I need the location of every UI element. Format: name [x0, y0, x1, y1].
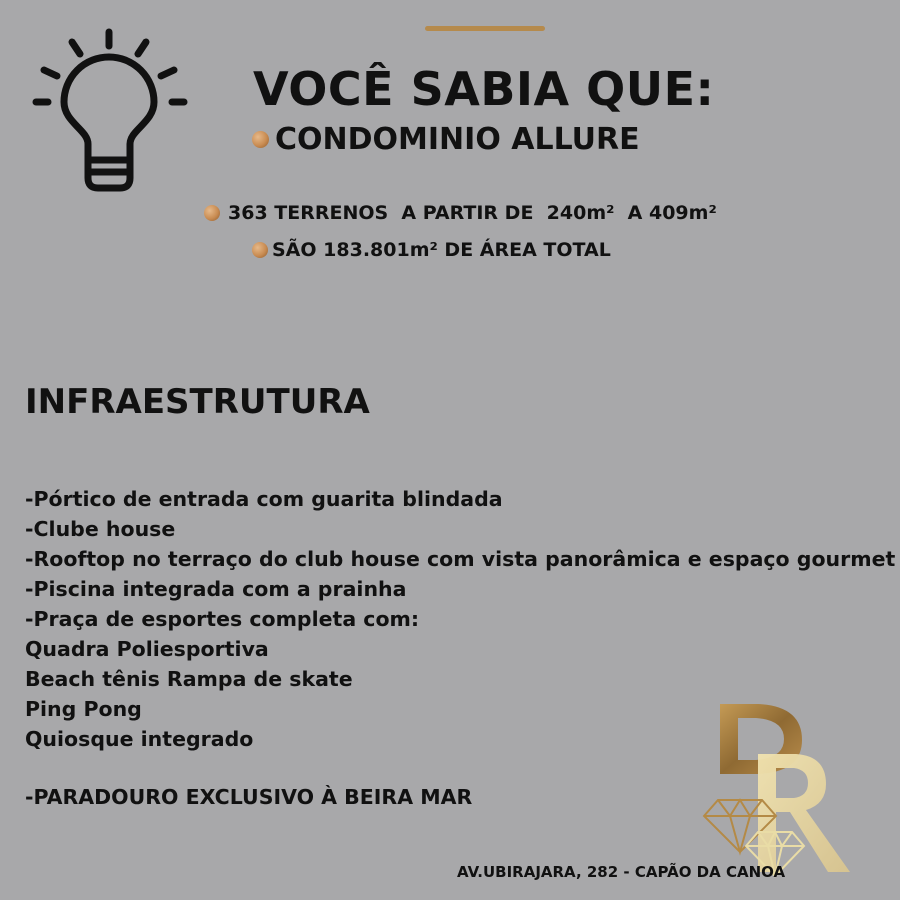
address: AV.UBIRAJARA, 282 - CAPÃO DA CANOA: [457, 863, 786, 881]
highlight-text: 363 TERRENOS A PARTIR DE 240m² A 409m²: [228, 202, 717, 224]
list-item: Quadra Poliesportiva: [25, 637, 269, 661]
list-item: Beach tênis Rampa de skate: [25, 667, 353, 691]
list-item: -Pórtico de entrada com guarita blindada: [25, 487, 503, 511]
headline: VOCÊ SABIA QUE:: [253, 62, 715, 116]
top-accent-bar: [425, 26, 545, 31]
list-item: -Clube house: [25, 517, 176, 541]
subtitle: CONDOMINIO ALLURE: [275, 122, 640, 157]
highlight-area: [252, 239, 611, 261]
section-title: INFRAESTRUTURA: [25, 382, 370, 422]
list-item: -Praça de esportes completa com:: [25, 607, 420, 631]
bullet-dot-icon: [252, 242, 268, 258]
paradouro-note: -PARADOURO EXCLUSIVO À BEIRA MAR: [25, 785, 473, 809]
bullet-dot-icon: [252, 131, 269, 148]
lightbulb-icon: [30, 26, 192, 198]
highlight-terrenos: [204, 202, 717, 224]
bullet-dot-icon: [204, 205, 220, 221]
list-item: Quiosque integrado: [25, 727, 254, 751]
list-item: -Piscina integrada com a prainha: [25, 577, 407, 601]
dr-diamond-logo: [700, 700, 870, 890]
list-item: Ping Pong: [25, 697, 142, 721]
highlight-text: SÃO 183.801m² DE ÁREA TOTAL: [272, 239, 611, 261]
subtitle-line: [252, 122, 640, 157]
list-item: -Rooftop no terraço do club house com vista panorâmica e espaço gourmet: [25, 547, 896, 571]
